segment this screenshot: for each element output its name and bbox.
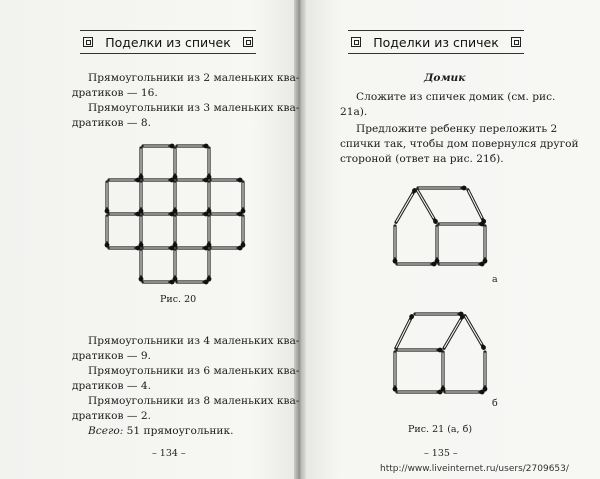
- left-text-line: Прямоугольники из 6 маленьких ква-: [88, 365, 300, 377]
- matchstick: [445, 390, 484, 395]
- right-text-line: Предложите ребенку переложить 2: [356, 123, 558, 135]
- right-page-number: – 135 –: [424, 448, 458, 459]
- matchstick: [109, 212, 140, 217]
- matchstick: [207, 216, 212, 247]
- matchstick: [143, 280, 174, 285]
- matchstick: [415, 312, 463, 317]
- left-text-line: Прямоугольники из 3 маленьких ква-: [88, 102, 300, 114]
- left-text-line: дратиков — 9.: [72, 350, 151, 362]
- matchstick: [211, 212, 242, 217]
- matchstick: [418, 186, 466, 191]
- left-text-line: Прямоугольники из 2 маленьких ква-: [88, 72, 300, 84]
- left-text-line: дратиков — 4.: [72, 380, 151, 392]
- matchstick: [207, 182, 212, 213]
- figure-21a-house: [385, 180, 495, 270]
- figure-20-matchstick-grid: [100, 142, 250, 287]
- right-running-head: [348, 30, 524, 54]
- greek-key-ornament-icon: [83, 37, 93, 47]
- matchstick: [173, 216, 178, 247]
- matchstick: [139, 216, 144, 247]
- matchstick: [465, 316, 486, 350]
- greek-key-ornament-icon: [243, 37, 253, 47]
- left-text-line: дратиков — 8.: [72, 117, 151, 129]
- greek-key-ornament-icon: [351, 37, 361, 47]
- matchstick: [109, 246, 140, 251]
- total-label: Всего:: [88, 425, 124, 437]
- left-text-line: Прямоугольники из 8 маленьких ква-: [88, 395, 300, 407]
- matchstick: [173, 250, 178, 281]
- matchstick: [177, 178, 208, 183]
- matchstick: [241, 216, 246, 247]
- left-running-head-title: Поделки из спичек: [105, 34, 231, 50]
- left-text-line: дратиков — 16.: [72, 87, 158, 99]
- matchstick: [393, 226, 398, 263]
- matchstick: [397, 390, 442, 395]
- figure-21a-label: а: [492, 274, 498, 285]
- greek-key-ornament-icon: [511, 37, 521, 47]
- matchstick: [396, 314, 414, 348]
- figure-21b-house: [385, 306, 495, 398]
- matchstick: [393, 352, 398, 391]
- right-running-head-title: Поделки из спичек: [373, 34, 499, 50]
- matchstick: [211, 178, 242, 183]
- left-total-line: [88, 424, 233, 440]
- matchstick: [177, 144, 208, 149]
- matchstick: [435, 226, 440, 263]
- right-text-line: 21а).: [340, 106, 368, 118]
- matchstick: [139, 250, 144, 281]
- matchstick: [483, 226, 488, 263]
- matchstick: [105, 216, 110, 247]
- matchstick: [109, 178, 140, 183]
- matchstick: [397, 262, 436, 267]
- left-page-number: – 134 –: [152, 448, 186, 459]
- matchstick: [177, 246, 208, 251]
- left-running-head: [80, 30, 256, 54]
- matchstick: [173, 148, 178, 179]
- matchstick: [143, 178, 174, 183]
- matchstick: [439, 262, 484, 267]
- matchstick: [468, 190, 486, 224]
- matchstick: [105, 182, 110, 213]
- left-text-line: дратиков — 2.: [72, 410, 151, 422]
- matchstick: [211, 246, 242, 251]
- matchstick: [139, 182, 144, 213]
- matchstick: [439, 222, 484, 227]
- right-text-line: стороной (ответ на рис. 21б).: [340, 153, 504, 165]
- matchstick: [207, 250, 212, 281]
- watermark-url: http://www.liveinternet.ru/users/2709653/: [380, 464, 569, 474]
- matchstick: [177, 212, 208, 217]
- matchstick: [143, 144, 174, 149]
- matchstick: [396, 188, 417, 222]
- figure-20-caption: Рис. 20: [160, 294, 197, 305]
- figure-21-caption: Рис. 21 (а, б): [408, 424, 473, 435]
- matchstick: [444, 314, 465, 348]
- left-text-line: Прямоугольники из 4 маленьких ква-: [88, 335, 300, 347]
- matchstick: [143, 246, 174, 251]
- matchstick: [177, 280, 208, 285]
- matchstick: [441, 352, 446, 391]
- matchstick: [139, 148, 144, 179]
- matchstick: [241, 182, 246, 213]
- matchstick: [143, 212, 174, 217]
- figure-21b-label: б: [492, 398, 498, 409]
- right-text-line: спички так, чтобы дом повернулся другой: [340, 138, 579, 150]
- matchstick: [483, 352, 488, 391]
- matchstick: [173, 182, 178, 213]
- right-text-line: Сложите из спичек домик (см. рис.: [356, 91, 556, 103]
- total-text: 51 прямоугольник.: [126, 425, 234, 437]
- matchstick: [207, 148, 212, 179]
- section-title: Домик: [424, 72, 466, 84]
- matchstick: [417, 190, 438, 224]
- matchstick: [397, 348, 442, 353]
